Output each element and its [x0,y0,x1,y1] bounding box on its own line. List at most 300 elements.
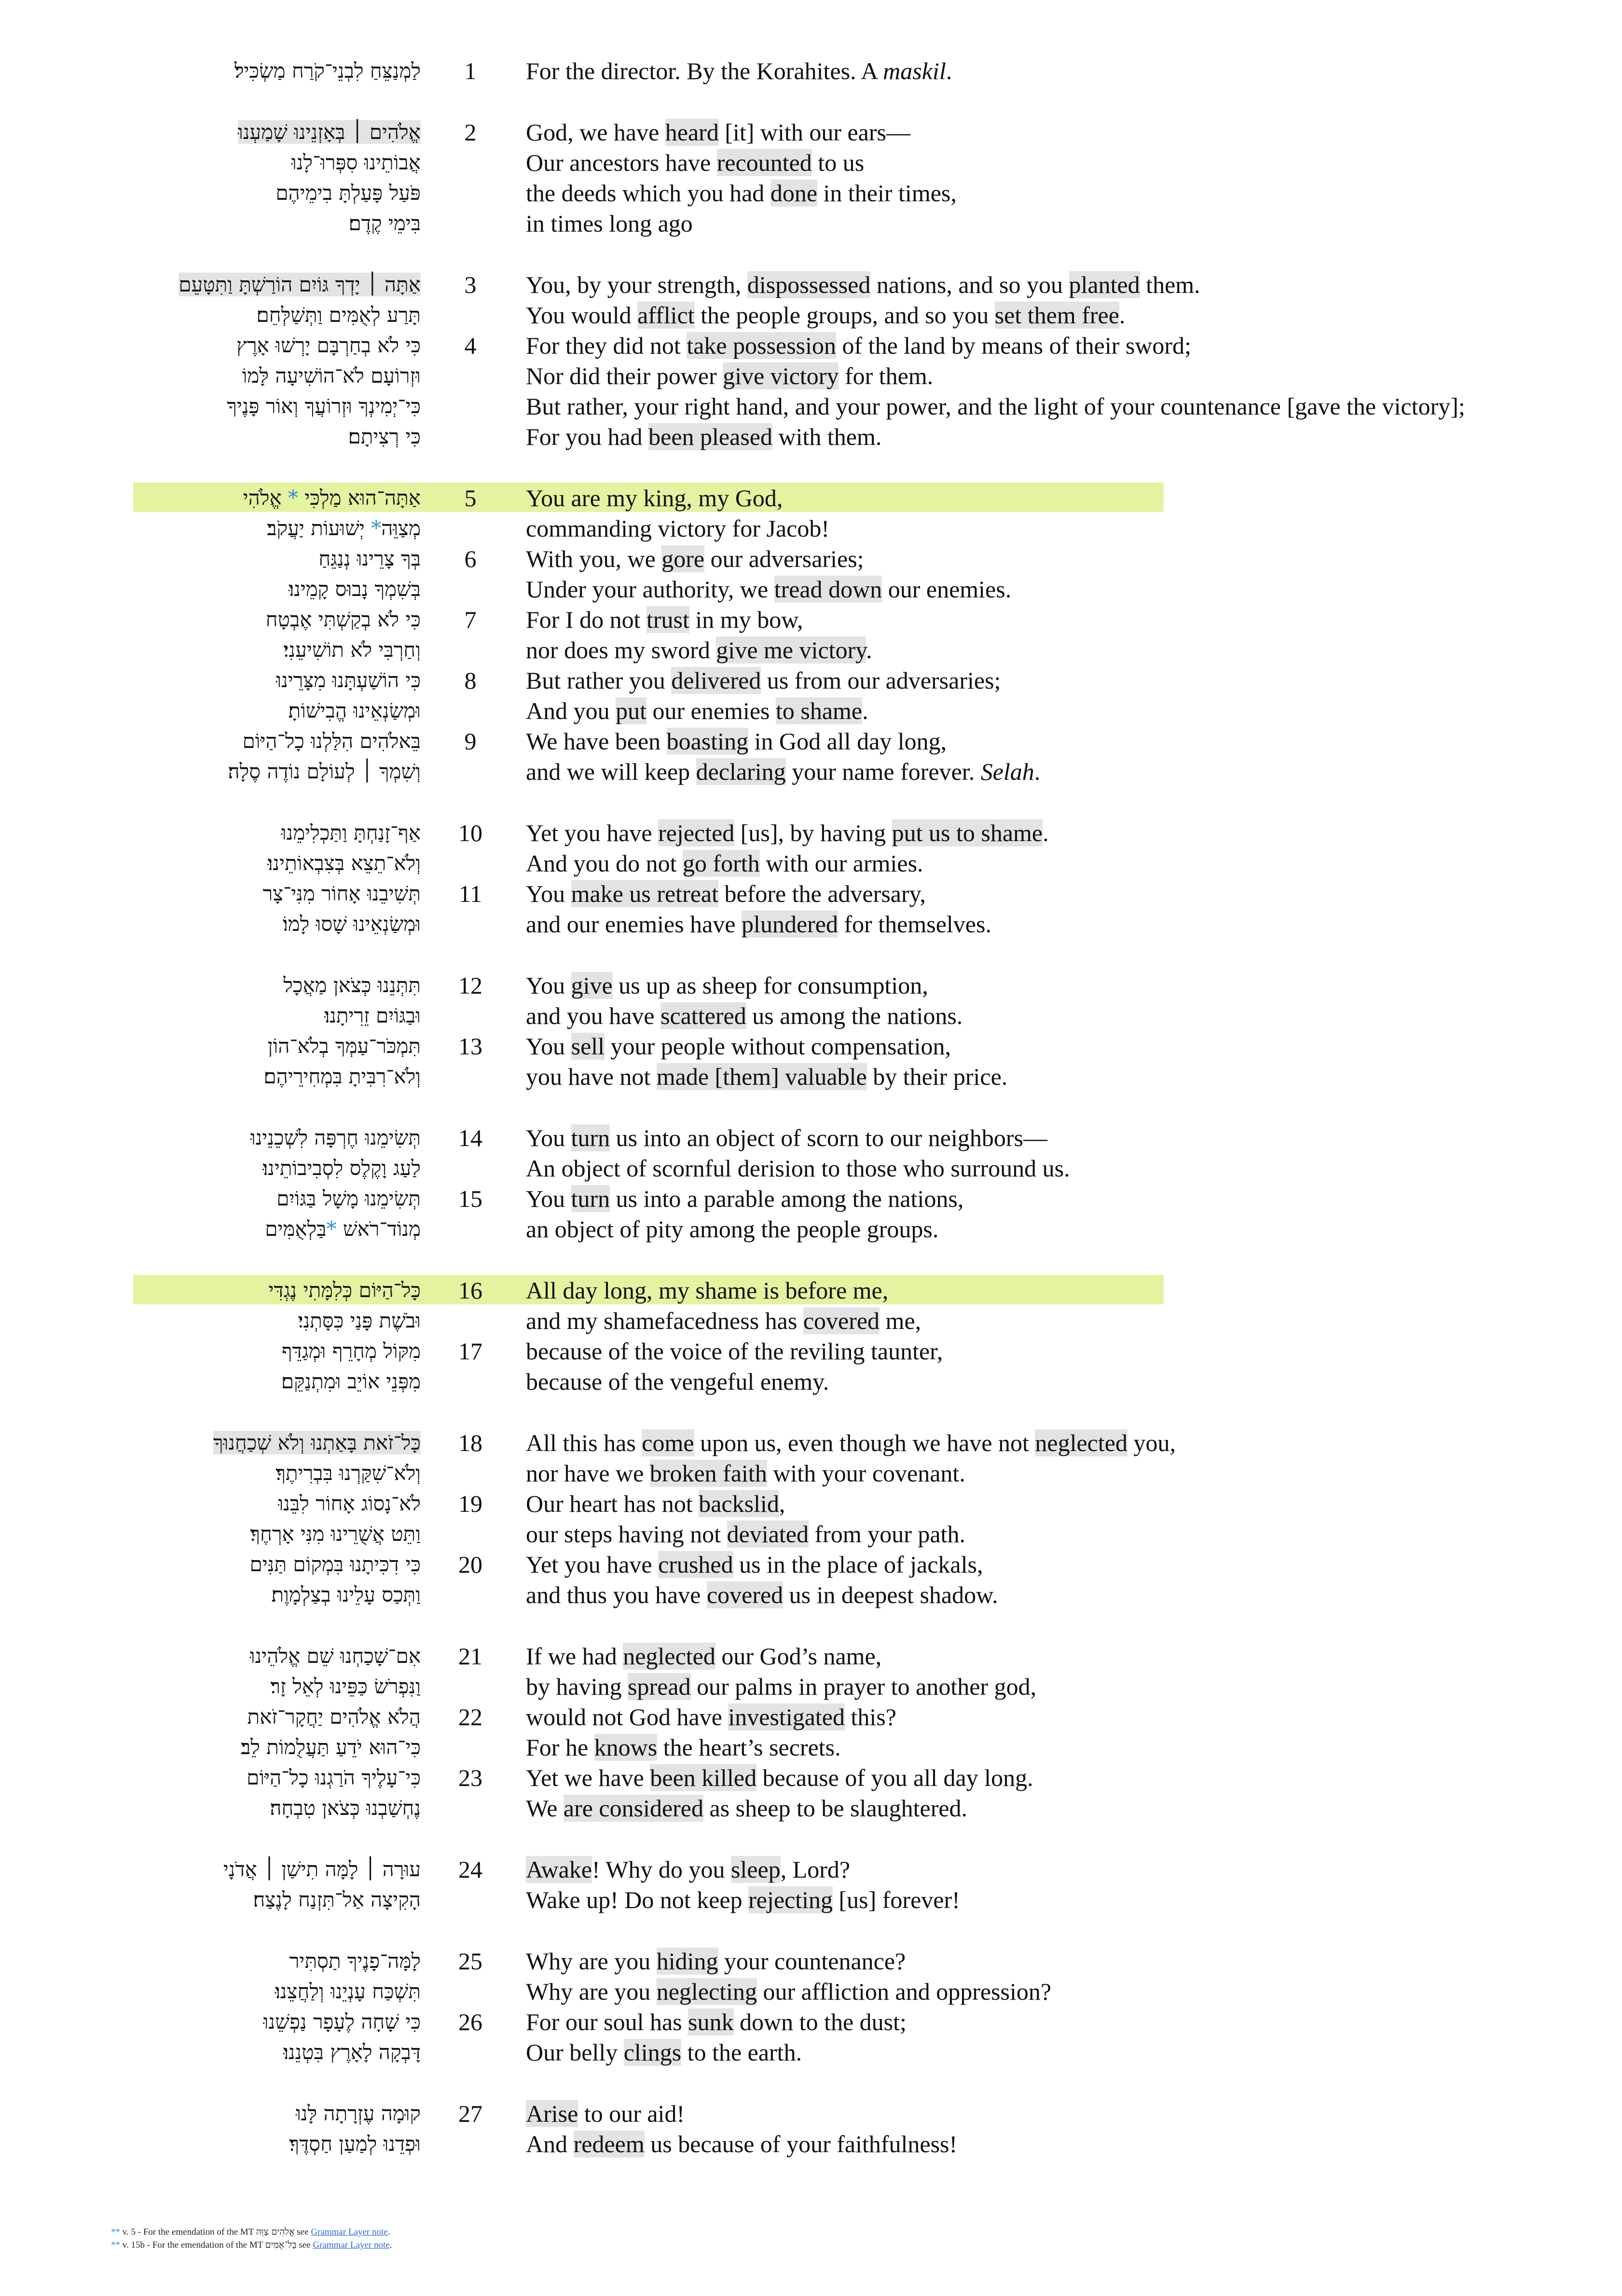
shaded-word: backslid [699,1490,779,1517]
english-segment: Why are you [526,1948,657,1975]
english-segment: nor have we [526,1460,650,1487]
english-segment: For the director. By the Korahites. A [526,57,883,84]
verse-line [0,2037,1622,2067]
hebrew-segment: מְנוֹד־רֹאשׁ [336,1217,421,1241]
verse-line [0,147,1622,178]
footnote-text: see [296,2240,313,2250]
verse-line [0,1275,1622,1305]
verse-line [0,1946,1622,1976]
shaded-word: neglected [1035,1429,1127,1456]
hebrew-segment: תִּתְּנֵנוּ כְּצֹאן מַאֲכָל [283,973,421,997]
hebrew-segment: כִּי שָׁחָה לֶעָפָר נַפְשֵׁנוּ [263,2010,421,2033]
hebrew-segment: אֱלֹהִי [243,486,289,510]
english-segment: An object of scornful derision to those who surround us. [526,1155,1070,1182]
hebrew-line [250,1551,421,1578]
english-segment: Why are you [526,1978,657,2005]
english-line [526,1460,965,1487]
shaded-word: dispossessed [747,271,871,298]
hebrew-line [238,119,421,146]
shaded-word: investigated [728,1703,845,1730]
english-segment: You [526,1033,571,1060]
english-line [526,758,1040,785]
verse-line [0,574,1622,604]
hebrew-segment: כִּי־עָלֶיךָ הֹרַגְנוּ כָל־הַיּוֹם [247,1766,421,1789]
hebrew-segment: וּבֹשֶׁת פָּנַי כִּסָּתְנִי׃ [298,1309,421,1332]
english-segment: and we will keep [526,758,696,785]
english-segment: you have not [526,1063,657,1090]
hebrew-segment: כָּל־זֹאת בָּאַתְנוּ וְלֹא שְׁכַחֲנוּךָ [213,1431,421,1454]
english-segment: . [866,636,872,664]
shaded-word: tread down [774,576,882,603]
hebrew-line [250,1124,421,1151]
english-segment: All this has [526,1429,642,1456]
english-segment: us because of your faithfulness! [644,2130,958,2158]
shaded-word: done [770,180,818,207]
english-line [526,1429,1176,1456]
verse-number: 9 [464,728,477,755]
shaded-word: gore [661,545,705,572]
hebrew-line [283,972,421,999]
shaded-word: made [them] valuable [656,1063,867,1090]
verse-number: 20 [458,1551,482,1578]
footnote-line [111,2226,392,2239]
english-line [526,423,881,450]
verse-number: 4 [464,332,477,359]
hebrew-line [283,636,421,664]
english-segment: You [526,1185,571,1212]
footnote-text: . [389,2240,392,2250]
footnote-stars: ** [111,2227,120,2237]
shaded-word: scattered [660,1002,746,1029]
hebrew-segment: לַעַג וָקֶלֶס לִסְבִיבוֹתֵינוּ׃ [262,1156,421,1180]
english-line [526,819,1049,846]
verse-line [0,1214,1622,1244]
english-segment: for themselves. [838,911,991,938]
verse-number: 26 [458,2008,482,2035]
hebrew-line [289,1948,421,1975]
english-line [526,57,952,84]
verse-line [0,1031,1622,1061]
english-segment: [us] forever! [833,1886,960,1913]
verse-number: 8 [464,667,477,694]
verse-number: 11 [458,880,482,907]
english-segment: us into an object of scorn to our neighbors— [610,1124,1047,1151]
shaded-word: rejected [658,819,735,846]
english-segment: Yet we have [526,1764,650,1791]
shaded-word: plundered [742,911,838,938]
hebrew-line [236,332,421,359]
hebrew-line [348,423,421,450]
verse-line [0,878,1622,909]
hebrew-segment: קוּמָה עֶזְרָתָה לָּנוּ [296,2102,421,2125]
shaded-word: covered [803,1307,880,1334]
english-line [526,545,864,572]
hebrew-line [227,393,421,420]
hebrew-line [270,1795,421,1822]
hebrew-line [298,1307,421,1334]
verse-line [0,1854,1622,1884]
verse-line [0,55,1622,86]
english-line [526,911,991,938]
english-line [526,1124,1047,1151]
english-segment: us among the nations. [746,1002,963,1029]
hebrew-segment: מְצַוֵּה [381,516,421,540]
footnote-text: . [387,2227,390,2237]
english-segment: . [1034,758,1041,785]
english-segment: in my bow, [689,606,803,633]
hebrew-segment: לַמְנַצֵּחַ לִבְנֵי־קֹרַח מַשְׂכִּיל׃ [234,59,421,83]
hebrew-segment: וַתֵּט אֲשֻׁרֵינוּ מִנִּי אָרְחֶךָ׃ [250,1522,421,1546]
verse-line [0,269,1622,300]
english-segment: our enemies. [882,576,1012,603]
hebrew-segment: וּבַגּוֹיִם זֵרִיתָנוּ׃ [324,1004,421,1027]
shaded-word: clings [623,2039,682,2066]
english-line [526,393,1465,420]
hebrew-line [268,850,421,877]
shaded-word: afflict [637,302,695,329]
english-line [526,1185,963,1212]
english-segment: for them. [838,362,934,389]
hebrew-segment: בַּלְאֻמִּים [265,1217,327,1241]
verse-line [0,1488,1622,1519]
english-segment: would not God have [526,1703,729,1730]
english-line [526,1368,829,1395]
hebrew-segment: וְחַרְבִּי לֹא תוֹשִׁיעֵנִי׃ [283,638,421,662]
english-segment: by having [526,1673,628,1700]
hebrew-line [283,911,421,938]
hebrew-segment: תָּרַע לְאֻמִּים וַתְּשַׁלְּחֵם׃ [256,303,421,327]
shaded-word: broken faith [649,1460,767,1487]
verse-number: 5 [464,484,477,512]
verse-line [0,1061,1622,1092]
verse-line [0,726,1622,756]
shaded-word: spread [628,1673,691,1700]
verse-line [0,2098,1622,2129]
english-segment: our affliction and oppression? [757,1978,1052,2005]
english-line [526,515,829,542]
english-segment: from your path. [809,1521,965,1548]
shaded-word: come [642,1429,694,1456]
hebrew-segment: וְלֹא־תֵצֵא בְּצִבְאוֹתֵינוּ׃ [267,851,421,875]
english-segment: You are my king, my God, [526,484,783,512]
hebrew-line [250,1643,421,1670]
verse-number: 24 [458,1856,482,1883]
hebrew-line [289,2130,421,2158]
verse-number: 7 [464,606,477,633]
english-segment: All day long, my shame is before me, [526,1277,889,1304]
shaded-word: recounted [716,149,812,176]
verse-line [0,178,1622,208]
english-line [526,1521,965,1548]
english-segment: You [526,972,571,999]
english-segment: Nor did their power [526,362,723,389]
english-segment: If we had [526,1643,623,1670]
english-segment: our enemies [646,697,776,724]
shaded-word: put [616,697,647,724]
english-line [526,1155,1070,1182]
footnote-text: see [294,2227,311,2237]
shaded-word: neglected [623,1643,715,1670]
shaded-word: trust [646,606,689,633]
english-segment: But rather, your right hand, and your power, and the light of your countenance [gave the victory]; [526,393,1465,420]
english-line [526,2039,802,2066]
grammar-layer-link[interactable]: Grammar Layer note [313,2240,390,2250]
hebrew-line [281,819,421,846]
hebrew-line [275,1978,421,2005]
english-segment: For I do not [526,606,646,633]
english-segment: For they did not [526,332,687,359]
english-line [526,302,1125,329]
hebrew-segment: אַף־זָנַחְתָּ וַתַּכְלִימֵנוּ [281,821,421,844]
english-segment: us in deepest shadow. [783,1581,998,1608]
english-line [526,606,803,633]
english-segment: to us [811,149,865,176]
english-segment: in times long ago [526,210,693,237]
verse-number: 12 [458,972,482,999]
hebrew-line [291,149,421,176]
shaded-word: give me victory [716,636,866,664]
verse-line [0,1153,1622,1183]
english-segment: to our aid! [578,2100,685,2127]
shaded-word: make us retreat [571,880,719,907]
verse-line [0,909,1622,939]
hebrew-segment: אֱלֹהִים ׀ בְּאָזְנֵינוּ שָׁמַעְנוּ [238,120,421,144]
english-segment: . [1043,819,1049,846]
shaded-word: hiding [656,1948,718,1975]
verse-line [0,1671,1622,1701]
hebrew-line [247,1703,421,1730]
english-segment: For our soul has [526,2008,688,2035]
shaded-word: boasting [666,728,749,755]
english-segment: because of the voice of the reviling taunter, [526,1338,943,1365]
english-line [526,576,1011,603]
english-segment: your name forever. [785,758,981,785]
english-segment: And [526,2130,574,2158]
verse-line [0,635,1622,665]
shaded-word: heard [665,119,719,146]
english-line [526,728,947,755]
verse-number: 25 [458,1948,482,1975]
shaded-word: covered [706,1581,784,1608]
emendation-star: * [326,1217,337,1241]
hebrew-line [318,545,421,572]
hebrew-line [289,576,421,603]
verse-number: 23 [458,1764,482,1791]
english-line [526,1978,1051,2005]
english-segment: because of you all day long. [756,1764,1033,1791]
shaded-word: turn [571,1185,610,1212]
english-segment: in God all day long, [748,728,947,755]
english-line [526,149,864,176]
hebrew-segment: לָמָּה־פָנֶיךָ תַסְתִּיר [289,1949,421,1973]
english-segment: with our armies. [759,850,923,877]
verse-line [0,300,1622,330]
english-segment: upon us, even though we have not [694,1429,1035,1456]
verse-line [0,360,1622,391]
hebrew-segment: וּמְשַׂנְאֵינוּ הֱבִישׁוֹתָ׃ [288,699,421,722]
hebrew-line [241,1734,421,1761]
hebrew-line [250,1521,421,1548]
hebrew-segment: וְלֹא־שִׁקַּרְנוּ בִּבְרִיתֶךָ׃ [275,1461,421,1485]
english-line [526,2100,685,2127]
english-segment: you, [1127,1429,1176,1456]
hebrew-line [228,758,421,785]
hebrew-segment: כִּי לֹא בְקַשְׁתִּי אֶבְטָח [265,608,421,631]
verse-number: 17 [458,1338,482,1365]
verse-line [0,970,1622,1000]
english-line [526,1002,962,1029]
verse-line [0,1701,1622,1732]
english-segment: me, [880,1307,921,1334]
hebrew-segment: אַתָּה־הוּא מַלְכִּי [298,486,421,510]
verse-line [0,330,1622,360]
shaded-word: neglecting [656,1978,757,2005]
verse-line [0,117,1622,147]
english-segment: Yet you have [526,1551,659,1578]
english-segment: maskil [883,57,946,84]
english-segment: the heart’s secrets. [657,1734,841,1761]
footnotes [111,2226,392,2252]
english-segment: our steps having not [526,1521,727,1548]
hebrew-segment: דָּבְקָה לָאָרֶץ בִּטְנֵנוּ׃ [283,2040,421,2064]
english-segment: Our belly [526,2039,624,2066]
verse-line [0,1336,1622,1366]
english-line [526,2130,957,2158]
hebrew-line [282,1338,421,1365]
hebrew-line [213,1429,421,1456]
english-segment: God, we have [526,119,665,146]
verse-number: 1 [464,57,477,84]
english-segment: an object of pity among the people groups. [526,1216,939,1243]
english-segment: You would [526,302,638,329]
verse-line [0,2129,1622,2159]
shaded-word: Arise [526,2100,578,2127]
english-segment: ! Why do you [592,1856,731,1883]
shaded-word: go forth [683,850,760,877]
english-segment: and our enemies have [526,911,742,938]
shaded-word: deviated [727,1521,809,1548]
english-line [526,850,923,877]
hebrew-segment: וַנִּפְרֹשׂ כַּפֵּינוּ לְאֵל זָר׃ [270,1674,421,1698]
english-segment: because of the vengeful enemy. [526,1368,829,1395]
verse-line [0,1762,1622,1793]
english-segment: You, by your strength, [526,271,747,298]
shaded-word: been pleased [648,423,772,450]
hebrew-line [296,2100,421,2127]
verse-line [0,208,1622,238]
verse-line [0,1183,1622,1214]
verse-line [0,1366,1622,1397]
english-line [526,1764,1033,1791]
verse-line [0,1458,1622,1488]
hebrew-line [247,1764,421,1791]
hebrew-segment: כָּל־הַיּוֹם כְּלִמָּתִי נֶגְדִּי [268,1278,421,1302]
verse-line [0,1000,1622,1031]
english-line [526,1551,983,1578]
english-segment: us into a parable among the nations, [610,1185,964,1212]
grammar-layer-link[interactable]: Grammar Layer note [311,2227,388,2237]
hebrew-line [223,1856,421,1883]
english-segment: Our heart has not [526,1490,699,1517]
english-segment: this? [845,1703,896,1730]
verse-line [0,1579,1622,1610]
hebrew-segment: אִם־שָׁכַחְנוּ שֵׁם אֱלֹהֵינוּ [249,1644,421,1668]
shaded-word: rejecting [748,1886,833,1913]
english-segment: as sheep to be slaughtered. [703,1795,968,1822]
hebrew-segment: וּזְרוֹעָם לֹא־הוֹשִׁיעָה לָּמוֹ [242,364,421,387]
hebrew-segment: תִּמְכֹּר־עַמְּךָ בְלֹא־הוֹן [267,1034,421,1058]
hebrew-segment: תְּשִׂימֵנוּ מָשָׁל בַּגּוֹיִם [276,1187,421,1210]
shaded-word: are considered [563,1795,704,1822]
footnote-hebrew: אֱלֹהִים צַוֵּה [256,2227,295,2237]
verse-line [0,421,1622,452]
english-segment: down to the dust; [733,2008,907,2035]
verse-line [0,604,1622,635]
english-segment: and you have [526,1002,661,1029]
hebrew-segment: אַתָּה ׀ יָדְךָ גּוֹיִם הוֹרַשְׁתָּ וַתִּטָּעֵם [179,273,421,296]
english-segment: [us], by having [734,819,892,846]
english-line [526,332,1191,359]
verse-number: 6 [464,545,477,572]
english-line [526,2008,907,2035]
english-segment: Under your authority, we [526,576,774,603]
footnote-hebrew: בַּל־אֻמִּים [265,2240,297,2250]
shaded-word: take possession [687,332,837,359]
english-segment: We have been [526,728,667,755]
hebrew-line [281,1368,421,1395]
english-segment: , [779,1490,785,1517]
english-segment: us from our adversaries; [761,667,1001,694]
verse-line [0,1122,1622,1153]
hebrew-segment: תְּשִׂימֵנוּ חֶרְפָּה לִשְׁכֵנֵינוּ [250,1126,421,1149]
hebrew-line [288,697,421,724]
verse-line [0,1519,1622,1549]
english-segment: [it] with our ears— [718,119,910,146]
verse-number: 13 [458,1033,482,1060]
english-segment: We [526,1795,564,1822]
english-segment: With you, we [526,545,662,572]
english-line [526,636,872,664]
english-segment: the deeds which you had [526,180,770,207]
verse-line [0,513,1622,543]
verse-line [0,2006,1622,2037]
english-line [526,1033,951,1060]
hebrew-line [266,606,421,633]
hebrew-line [263,880,421,907]
footnote-text: v. 5 - For the emendation of the MT [120,2227,256,2237]
english-segment: in their times, [817,180,957,207]
verse-line [0,756,1622,787]
hebrew-segment: יְשׁוּעוֹת יַעֲקֹב׃ [267,516,371,540]
hebrew-segment: מִפְּנֵי אוֹיֵב וּמִתְנַקֵּם׃ [281,1369,421,1393]
footnote-line [111,2239,392,2252]
verse-line [0,665,1622,695]
hebrew-line [265,1216,421,1243]
english-segment: . [862,697,868,724]
hebrew-segment: וַתְּכַס עָלֵינוּ בְצַלְמָוֶת׃ [271,1583,421,1606]
english-line [526,880,926,907]
hebrew-segment: פֹּעַל פָּעַלְתָּ בִימֵיהֶם [275,181,421,205]
emendation-star: * [288,486,299,510]
english-line [526,1307,921,1334]
english-segment: , Lord? [780,1856,851,1883]
verse-line [0,483,1622,513]
shaded-word: give victory [723,362,839,389]
shaded-word: planted [1069,271,1140,298]
shaded-word: knows [594,1734,658,1761]
hebrew-segment: וּפְדֵנוּ לְמַעַן חַסְדֶּךָ׃ [289,2132,421,2156]
verse-number: 10 [458,819,482,846]
